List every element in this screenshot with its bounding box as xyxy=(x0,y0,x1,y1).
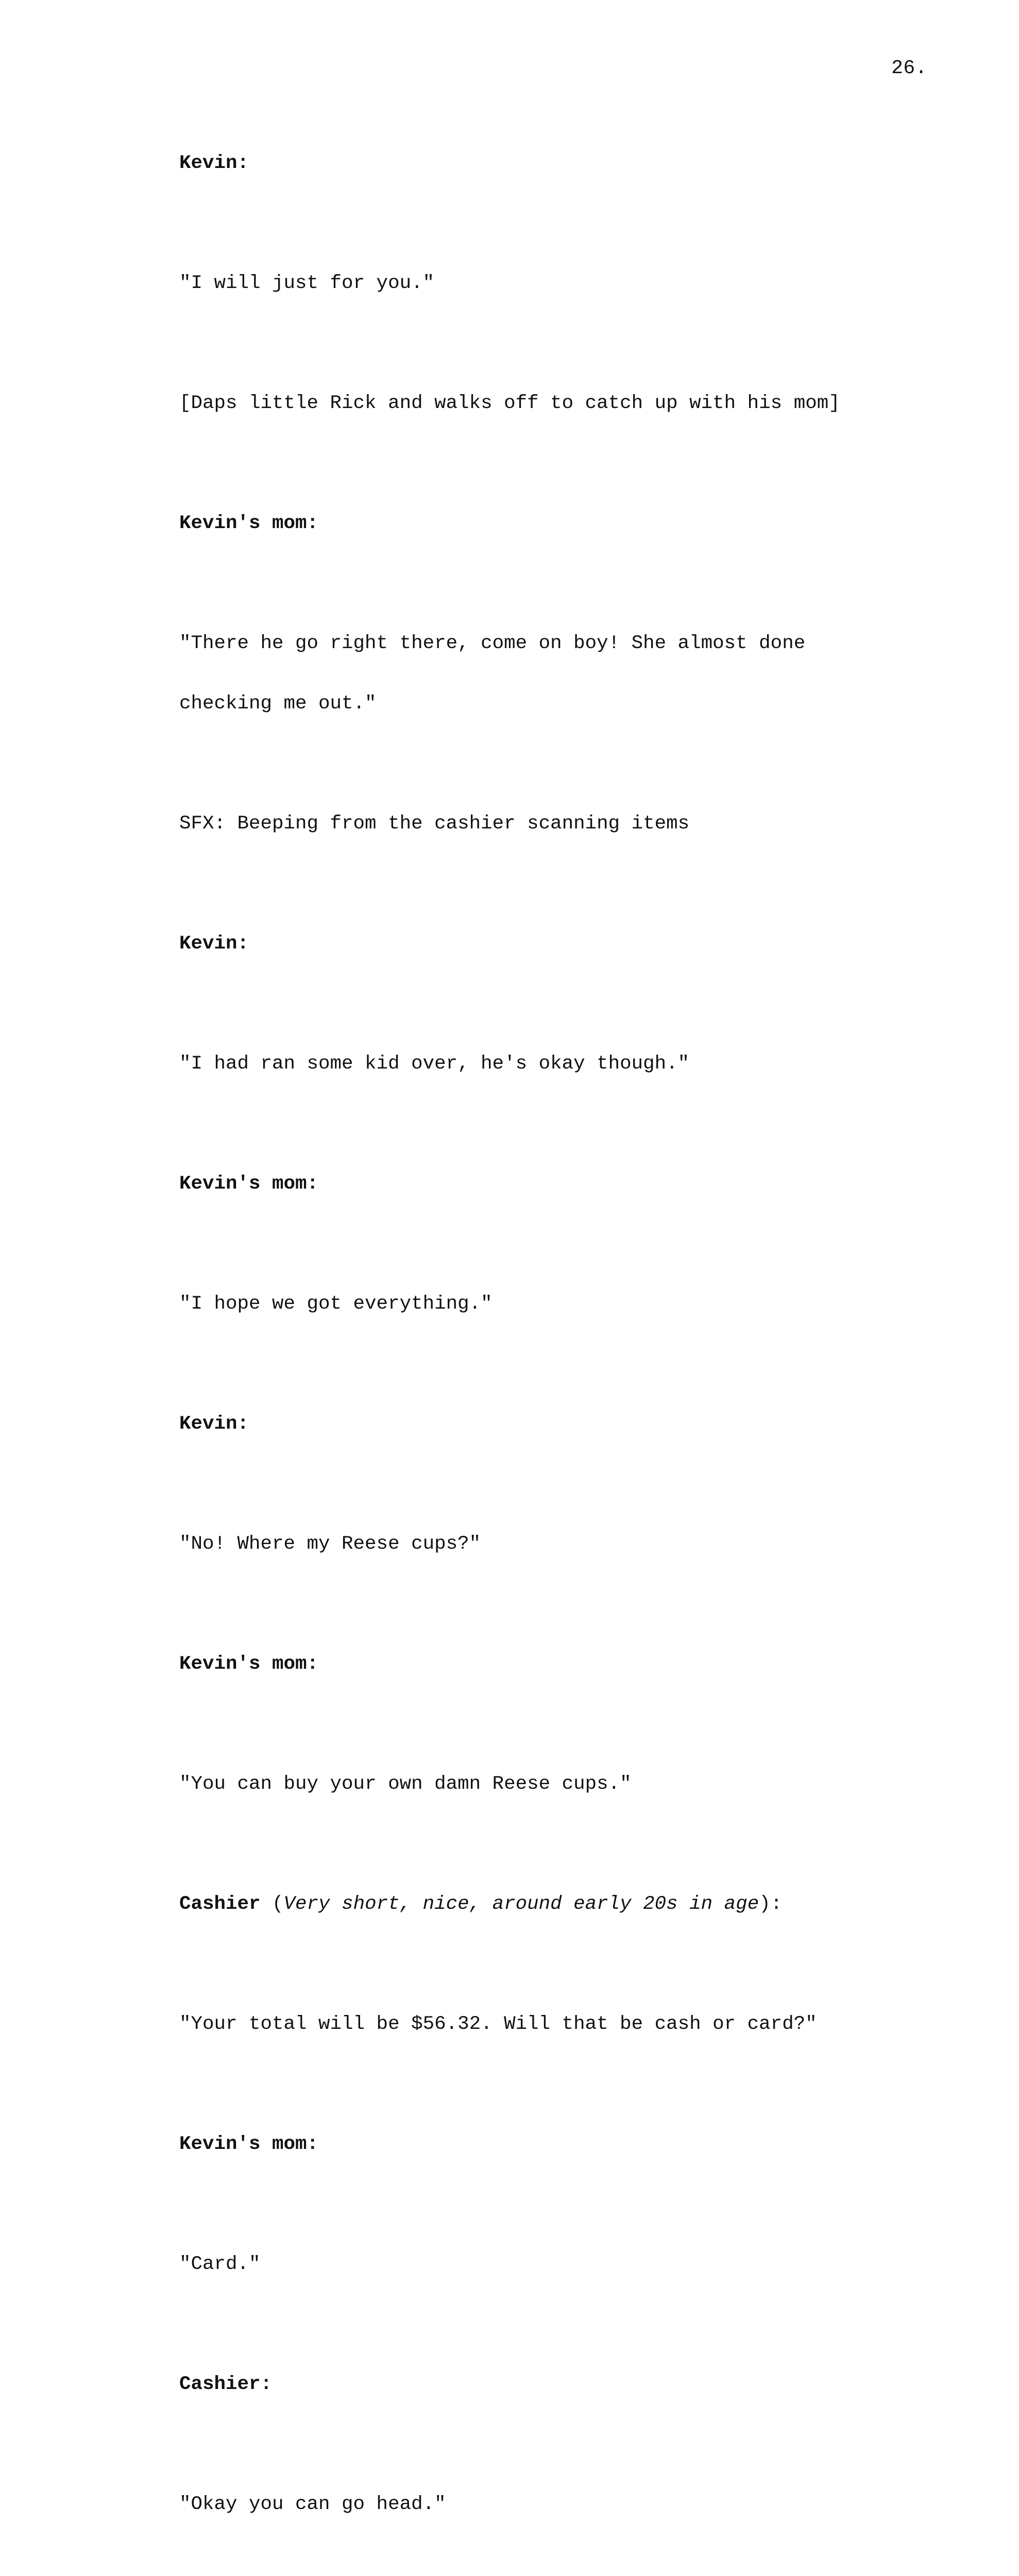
dialogue: "I hope we got everything." xyxy=(179,1293,492,1315)
character-name: Kevin: xyxy=(179,152,249,174)
character-name: Kevin's mom: xyxy=(179,1173,319,1195)
character-name: Cashier xyxy=(179,1893,261,1915)
dialogue: "You can buy your own damn Reese cups." xyxy=(179,1773,632,1795)
sfx: SFX: Beeping from the cashier scanning items xyxy=(179,813,690,835)
dialogue: "I had ran some kid over, he's okay though." xyxy=(179,1053,690,1075)
character-name: Cashier: xyxy=(179,2374,273,2395)
parenthetical: Very short, nice, around early 20s in age xyxy=(283,1893,759,1915)
paren-close: ): xyxy=(759,1893,783,1915)
script-body xyxy=(179,113,901,2576)
action: [Daps little Rick and walks off to catch up with his mom] xyxy=(179,393,840,414)
page-number: 26. xyxy=(891,57,927,79)
dialogue: "I will just for you." xyxy=(179,273,435,294)
dialogue-line: "There he go right there, come on boy! She almost done xyxy=(179,633,806,654)
paren-open: ( xyxy=(260,1893,284,1915)
dialogue: "Card." xyxy=(179,2253,261,2275)
dialogue-line: checking me out." xyxy=(179,693,377,715)
character-name: Kevin's mom: xyxy=(179,513,319,534)
character-name: Kevin's mom: xyxy=(179,1653,319,1675)
character-name: Kevin's mom: xyxy=(179,2133,319,2155)
character-with-parenthetical xyxy=(179,1894,901,1914)
dialogue: "No! Where my Reese cups?" xyxy=(179,1533,481,1555)
character-name: Kevin: xyxy=(179,1413,249,1435)
dialogue: "Your total will be $56.32. Will that be cash or card?" xyxy=(179,2013,817,2035)
dialogue: "Okay you can go head." xyxy=(179,2494,446,2515)
character-name: Kevin: xyxy=(179,933,249,955)
